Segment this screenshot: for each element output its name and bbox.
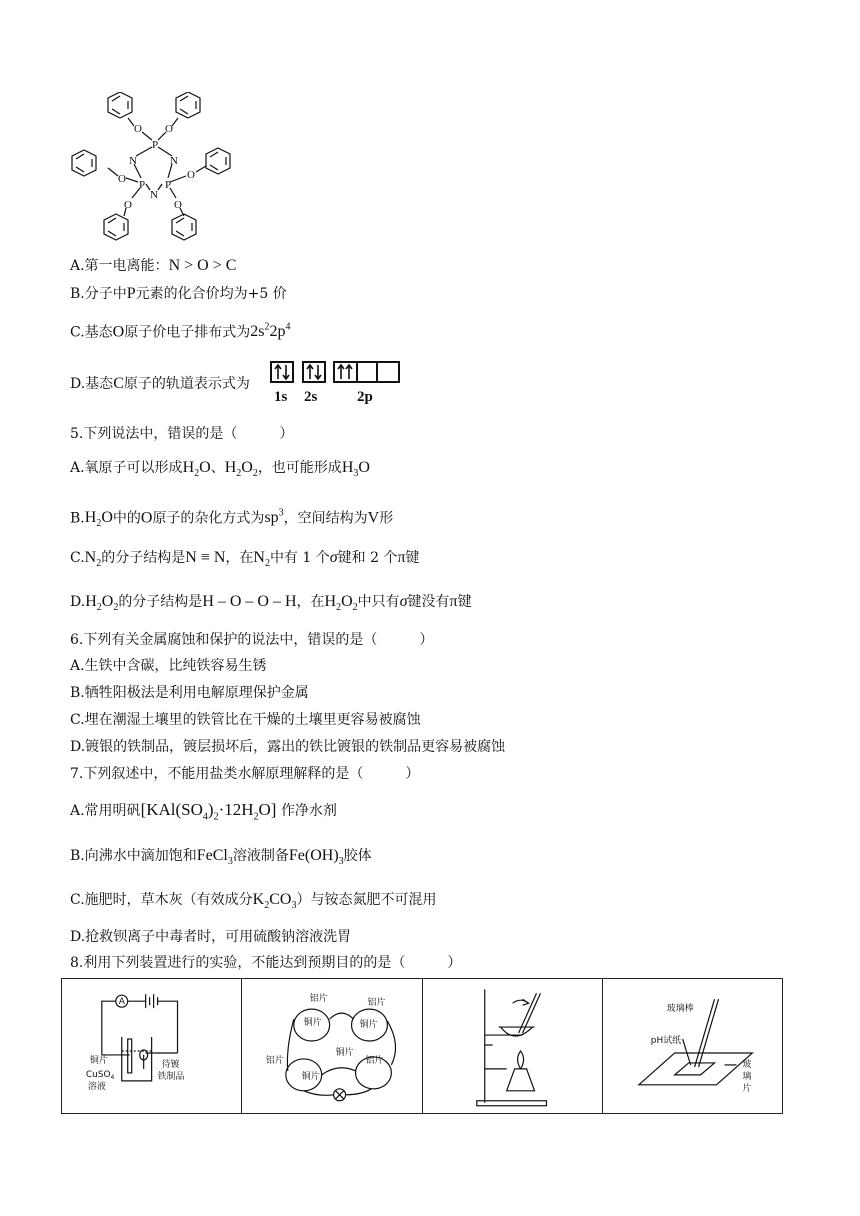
orbital-label-2s: 2s: [304, 389, 318, 405]
al-label-3: 铝片: [266, 1055, 285, 1066]
cu-label-2: 铜片: [359, 1020, 378, 1031]
q6-option-a: A.生铁中含碳，比纯铁容易生锈: [70, 658, 267, 674]
cu-label-1: 铜片: [303, 1018, 322, 1029]
q7-option-d: D.抢救钡离子中毒者时，可用硫酸钠溶液洗胃: [70, 929, 352, 945]
apparatus-electroplating: [62, 979, 242, 1113]
q8-stem: 8.利用下列装置进行的实验，不能达到预期目的的是（ ）: [70, 955, 462, 971]
q7-stem: 7.下列叙述中，不能用盐类水解原理解释的是（ ）: [70, 766, 420, 782]
apparatus-evaporation: [423, 979, 603, 1113]
q6-option-c: C.埋在潮湿土壤里的铁管比在干燥的土壤里更容易被腐蚀: [70, 712, 421, 728]
cu-label-3: 铜片: [302, 1071, 320, 1082]
al-label-2: 铝片: [367, 998, 386, 1009]
q6-stem: 6.下列有关金属腐蚀和保护的说法中，错误的是（ ）: [70, 632, 434, 648]
orbital-diagram: [270, 361, 410, 413]
q5-option-d: $D.H_2O_2$的分子结构是H – O – O – H，在$H_2O_2$中只有σ键没有π键: [70, 593, 472, 614]
q4-option-b: B.分子中P元素的化合价均为+5 价: [70, 285, 287, 302]
target-label-1: 待镀: [161, 1059, 180, 1070]
rod-label: 玻璃棒: [666, 1004, 694, 1015]
atom-n-left: N: [129, 155, 137, 167]
atom-p-top: P: [151, 139, 159, 151]
q7-option-b: B.向沸水中滴加饱和FeCl$_3$溶液制备$Fe(OH)_3$胶体: [70, 847, 372, 868]
atom-p-left: P: [138, 179, 146, 191]
molecule-structure-diagram: [68, 92, 248, 250]
cuso4-label: CuSO$_4$: [85, 1069, 115, 1081]
apparatus-table: [61, 978, 783, 1114]
q4-option-c: C.基态O原子价电子排布式为$2s^22p^4$: [70, 322, 291, 341]
q7-option-c: C.施肥时，草木灰（有效成分$K_2CO_3$）与铵态氮肥不可混用: [70, 891, 437, 912]
atom-p-right: P: [164, 179, 172, 191]
atom-o-5: O: [124, 199, 132, 211]
orbital-box-1s: [270, 361, 294, 383]
q5-stem: 5.下列说法中，错误的是（ ）: [70, 426, 294, 442]
ph-paper-label: pH试纸: [650, 1036, 681, 1047]
atom-n-bottom: N: [150, 189, 158, 201]
cu-label-4: 铜片: [335, 1047, 354, 1058]
q5-option-b: $B.H_2O$中的O原子的杂化方式为$sp^3$，空间结构为V形: [70, 508, 394, 530]
apparatus-fruit-battery: [242, 979, 422, 1113]
glass-label-2: 璃: [742, 1071, 752, 1082]
apparatus-ph-test: [603, 979, 782, 1113]
atom-o-6: O: [174, 199, 182, 211]
al-label-4: 铝片: [365, 1055, 384, 1066]
al-label-1: 铝片: [309, 994, 328, 1005]
q7-option-a: A.常用明矾$[KAl(SO_4)_2\cdot 12H_2O]$ 作净水剂: [70, 800, 337, 823]
q6-option-b: B.牺牲阳极法是利用电解原理保护金属: [70, 685, 309, 701]
glass-label-1: 玻: [742, 1059, 752, 1070]
atom-o-3: O: [118, 173, 126, 185]
q6-option-d: D.镀银的铁制品，镀层损坏后，露出的铁比镀银的铁制品更容易被腐蚀: [70, 739, 506, 755]
atom-o-4: O: [187, 169, 195, 181]
orbital-box-2p: [333, 361, 400, 383]
orbital-box-2s: [302, 361, 326, 383]
q4-option-d: D.基态C原子的轨道表示式为: [70, 375, 250, 392]
atom-o-1: O: [134, 123, 142, 135]
q4-option-a: A.第一电离能：N > O > C: [70, 257, 237, 274]
q5-option-a: A.氧原子可以形成$H_2O$、$H_2O_2$，也可能形成$H_3O$: [70, 459, 370, 480]
q5-option-c: $C.N_2$的分子结构是N ≡ N，在$N_2$中有 1 个σ键和 2 个π键: [70, 549, 420, 570]
glass-label-3: 片: [742, 1083, 752, 1094]
solution-label: 溶液: [87, 1081, 106, 1092]
orbital-label-2p: 2p: [357, 389, 373, 405]
ammeter-label: A: [118, 997, 125, 1008]
copper-label: 铜片: [89, 1055, 108, 1066]
formula: N > O > C: [168, 257, 237, 274]
orbital-label-1s: 1s: [274, 389, 288, 405]
atom-o-2: O: [165, 123, 173, 135]
atom-n-right: N: [170, 155, 178, 167]
target-label-2: 铁制品: [157, 1071, 185, 1082]
